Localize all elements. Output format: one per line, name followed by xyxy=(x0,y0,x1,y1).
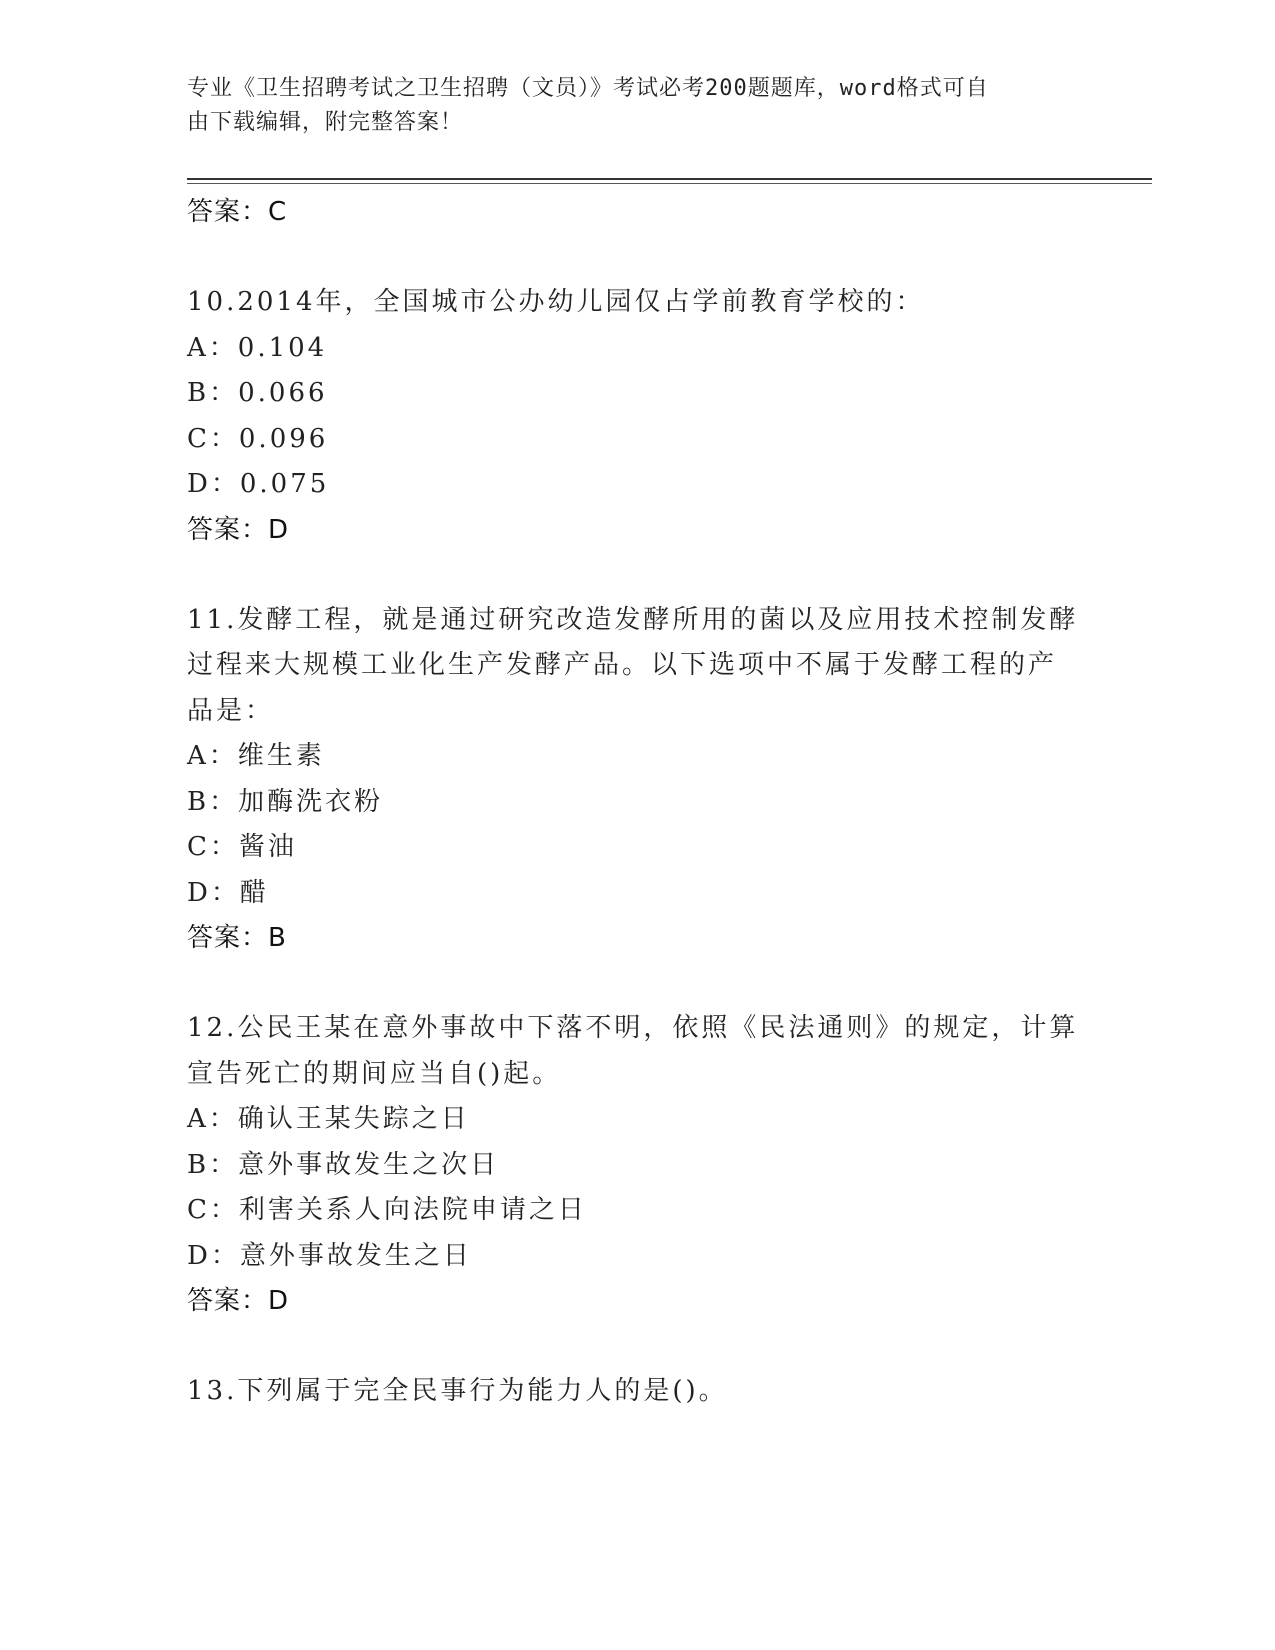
option-d: D：意外事故发生之日 xyxy=(187,1240,472,1271)
question-block-10 xyxy=(187,280,1087,553)
question-text: 10.2014年，全国城市公办幼儿园仅占学前教育学校的： xyxy=(187,287,925,317)
option-c: C：酱油 xyxy=(187,832,297,862)
header-line-1: 专业《卫生招聘考试之卫生招聘（文员）》考试必考200题题库，word格式可自 xyxy=(187,76,989,101)
option-b: B：加酶洗衣粉 xyxy=(187,786,384,817)
header-line-2: 由下载编辑，附完整答案！ xyxy=(187,110,464,135)
option-d: D：0.075 xyxy=(187,469,330,499)
answer-line: 答案：C xyxy=(187,197,288,227)
spacer xyxy=(187,961,1087,1006)
question-text-line-2: 宣告死亡的期间应当自()起。 xyxy=(187,1058,562,1089)
header-divider-thick xyxy=(187,178,1152,180)
option-b: B：意外事故发生之次日 xyxy=(187,1149,500,1180)
question-block-11 xyxy=(187,598,1087,962)
option-a: A：确认王某失踪之日 xyxy=(187,1104,470,1134)
option-c: C：0.096 xyxy=(187,423,329,454)
option-a: A：维生素 xyxy=(187,741,325,771)
question-text: 13.下列属于完全民事行为能力人的是()。 xyxy=(187,1376,728,1406)
question-block-9 xyxy=(187,190,1087,235)
spacer xyxy=(187,235,1087,280)
option-b: B：0.066 xyxy=(187,378,328,408)
question-list xyxy=(187,190,1087,1415)
option-a: A：0.104 xyxy=(187,332,328,363)
question-text-line-2: 过程来大规模工业化生产发酵产品。以下选项中不属于发酵工程的产 xyxy=(187,650,1058,680)
question-text-line-1: 12.公民王某在意外事故中下落不明，依照《民法通则》的规定，计算 xyxy=(187,1013,1079,1043)
header-divider-thin xyxy=(187,183,1152,184)
option-c: C：利害关系人向法院申请之日 xyxy=(187,1195,587,1225)
document-header xyxy=(187,72,1067,140)
answer-line: 答案：D xyxy=(187,1286,290,1316)
spacer xyxy=(187,1324,1087,1369)
answer-line: 答案：B xyxy=(187,923,287,953)
question-block-13 xyxy=(187,1369,1087,1415)
question-text-line-1: 11.发酵工程，就是通过研究改造发酵所用的菌以及应用技术控制发酵 xyxy=(187,604,1079,635)
spacer xyxy=(187,553,1087,598)
question-block-12 xyxy=(187,1006,1087,1324)
answer-line: 答案：D xyxy=(187,514,290,545)
question-text-line-3: 品是： xyxy=(187,695,275,726)
option-d: D：醋 xyxy=(187,877,269,908)
